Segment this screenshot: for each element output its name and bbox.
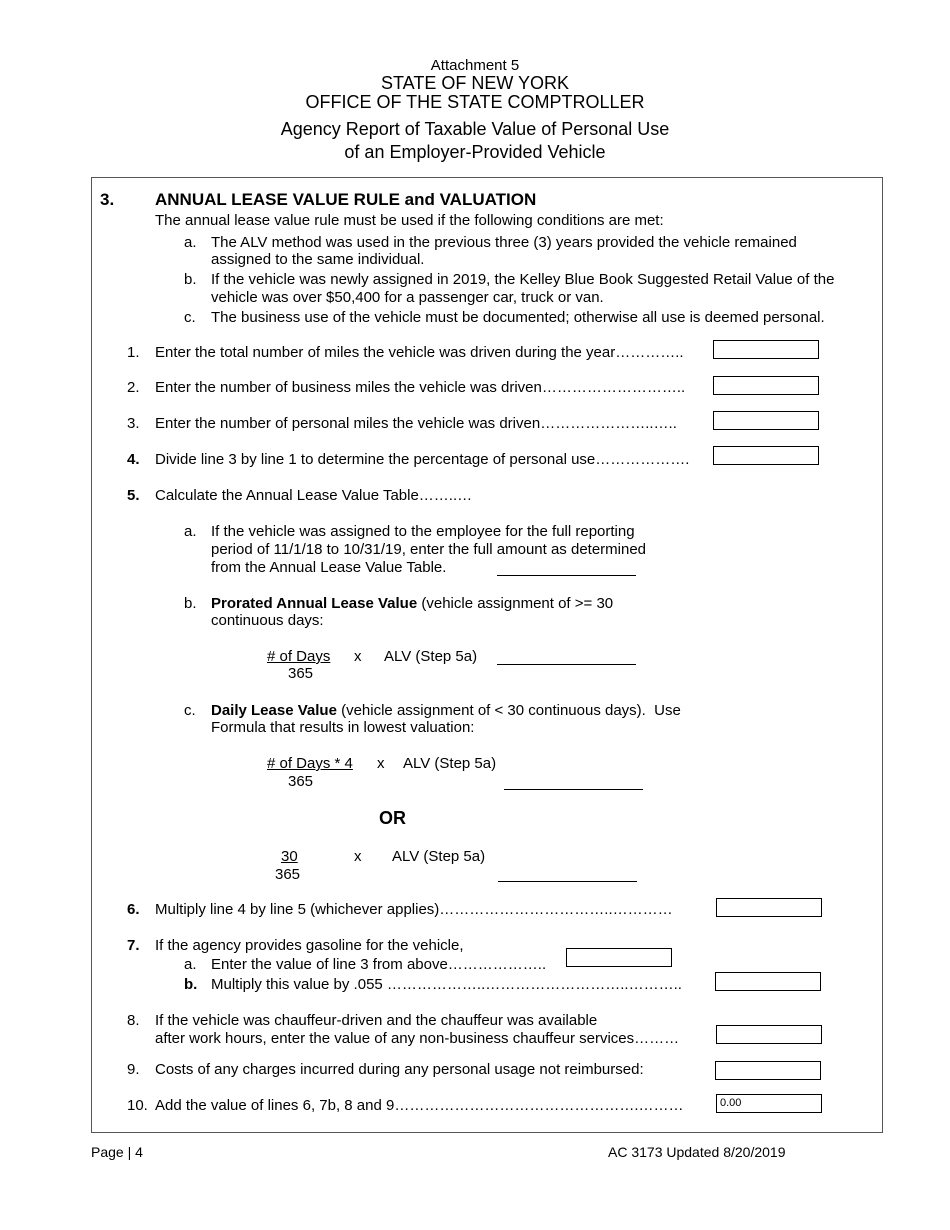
line-5-text: Calculate the Annual Lease Value Table……..… [155,487,473,504]
line-5b-line1 [211,595,613,612]
line-4-text: Divide line 3 by line 1 to determine the percentage of personal use………………. [155,451,690,468]
line-5a-line1: If the vehicle was assigned to the employee for the full reporting [211,523,635,540]
line-5c-times: x [377,755,385,772]
line-5b-times: x [354,648,362,665]
line-9-number: 9. [127,1061,140,1078]
line-7-text: If the agency provides gasoline for the vehicle, [155,937,464,954]
section-number: 3. [100,190,115,209]
line-10-input[interactable] [716,1094,822,1113]
line-2-text: Enter the number of business miles the vehicle was driven……………………….. [155,379,686,396]
line-5b-line2: continuous days: [211,612,324,629]
line-5b-denominator: 365 [288,665,314,682]
line-10-value: 0.00 [720,1097,742,1109]
line-9-input[interactable] [715,1061,821,1080]
line-5-number: 5. [127,487,140,504]
state-title: STATE OF NEW YORK [380,73,569,93]
line-10-number: 10. [127,1097,148,1114]
line-5a-blank[interactable] [497,575,636,576]
line-7-number: 7. [127,937,140,954]
or-divider: OR [379,808,406,828]
line-5b-rest: (vehicle assignment of >= 30 [417,595,614,612]
line-8-line2: after work hours, enter the value of any non-business chauffeur services……… [155,1030,680,1047]
form-id: AC 3173 Updated 8/20/2019 [608,1144,786,1160]
condition-b-letter: b. [184,271,197,288]
line-2-number: 2. [127,379,140,396]
condition-a-letter: a. [184,234,197,251]
attachment-label: Attachment 5 [430,57,520,74]
line-4-input[interactable] [713,446,819,465]
line-6-text: Multiply line 4 by line 5 (whichever applies)……………………………..………… [155,901,673,918]
page-number: Page | 4 [91,1144,143,1160]
line-3-text: Enter the number of personal miles the vehicle was driven…………………..….. [155,415,677,432]
condition-c-line1: The business use of the vehicle must be documented; otherwise all use is deemed personal. [211,309,825,326]
line-5c-denominator: 365 [288,773,314,790]
line-5a-letter: a. [184,523,197,540]
line-7a-input[interactable] [566,948,672,967]
condition-a-line1: The ALV method was used in the previous three (3) years provided the vehicle remained [211,234,797,251]
line-5a-line3: from the Annual Lease Value Table. [211,559,447,576]
line-1-number: 1. [127,344,140,361]
line-3-input[interactable] [713,411,819,430]
line-5b-letter: b. [184,595,197,612]
line-5c-rest: (vehicle assignment of < 30 continuous days). Use [336,702,681,719]
condition-a-line2: assigned to the same individual. [211,251,425,268]
condition-b-line1: If the vehicle was newly assigned in 2019, the Kelley Blue Book Suggested Retail Value of the [211,271,835,288]
line-5c-blank[interactable] [504,789,643,790]
line-7b-text: Multiply this value by .055 ………………..………………………..……….. [211,976,682,993]
line-5c-alt-alv: ALV (Step 5a) [392,848,486,865]
line-5b-numerator: # of Days [267,648,331,665]
line-2-input[interactable] [713,376,819,395]
line-9-text: Costs of any charges incurred during any personal usage not reimbursed: [155,1061,644,1078]
section-heading: ANNUAL LEASE VALUE RULE and VALUATION [155,190,537,209]
condition-b-line2: vehicle was over $50,400 for a passenger car, truck or van. [211,289,604,306]
line-8-input[interactable] [716,1025,822,1044]
line-5c-alv: ALV (Step 5a) [403,755,497,772]
line-8-line1: If the vehicle was chauffeur-driven and the chauffeur was available [155,1012,598,1029]
line-5c-line1 [211,702,681,719]
line-5b-blank[interactable] [497,664,636,665]
line-7a-letter: a. [184,956,197,973]
line-7b-letter: b. [184,976,198,993]
section-intro: The annual lease value rule must be used if the following conditions are met: [155,212,664,229]
line-4-number: 4. [127,451,140,468]
line-5c-numerator: # of Days * 4 [267,755,353,772]
line-6-number: 6. [127,901,140,918]
line-10-text: Add the value of lines 6, 7b, 8 and 9………………………………………….……… [155,1097,684,1114]
line-3-number: 3. [127,415,140,432]
office-title: OFFICE OF THE STATE COMPTROLLER [305,92,645,112]
line-6-input[interactable] [716,898,822,917]
line-5c-line2: Formula that results in lowest valuation: [211,719,475,736]
line-5b-bold: Prorated Annual Lease Value [211,595,418,612]
line-5c-alt-numerator: 30 [281,848,298,865]
line-1-text: Enter the total number of miles the vehicle was driven during the year………….. [155,344,684,361]
line-5c-alt-times: x [354,848,362,865]
condition-c-letter: c. [184,309,196,326]
line-5c-alt-blank[interactable] [498,881,637,882]
line-5c-letter: c. [184,702,196,719]
line-5c-bold: Daily Lease Value [211,702,337,719]
line-5b-alv: ALV (Step 5a) [384,648,478,665]
line-5c-alt-denominator: 365 [275,866,301,883]
line-7a-text: Enter the value of line 3 from above……………….. [211,956,547,973]
line-5a-line2: period of 11/1/18 to 10/31/19, enter the full amount as determined [211,541,647,558]
report-title-line1: Agency Report of Taxable Value of Personal Use [280,119,670,139]
report-title-line2: of an Employer-Provided Vehicle [344,142,606,162]
line-7b-input[interactable] [715,972,821,991]
line-8-number: 8. [127,1012,140,1029]
line-1-input[interactable] [713,340,819,359]
